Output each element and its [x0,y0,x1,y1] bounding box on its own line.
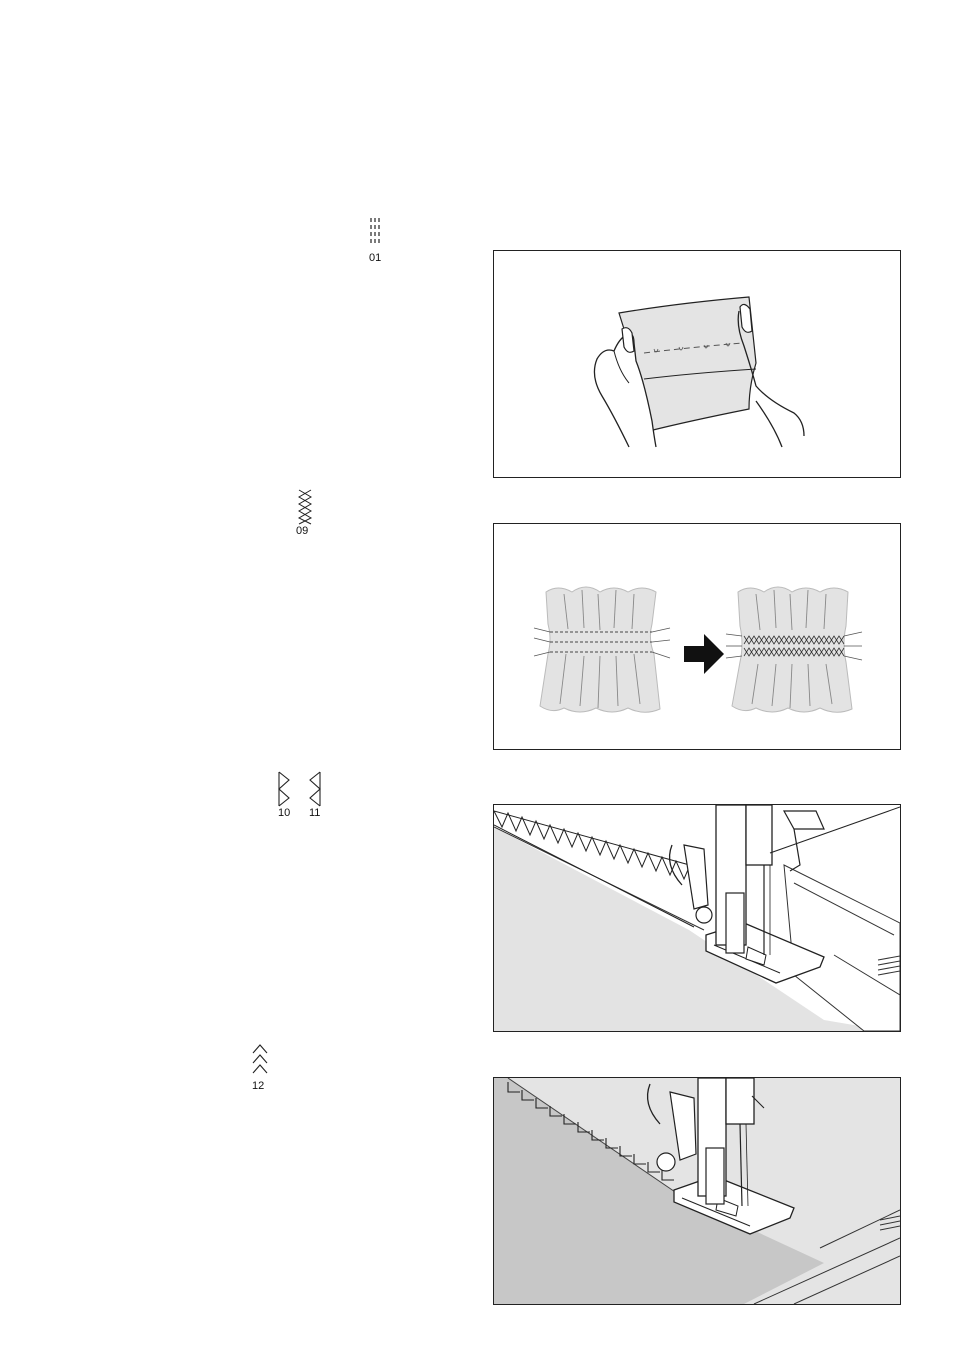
stitch-number-01: 01 [369,252,382,264]
stitch-number-11: 11 [309,807,321,819]
figure-hands-stretching-fabric [493,250,901,478]
figure-smocking-before-after [493,523,901,750]
stitch-number-10: 10 [278,807,291,819]
overcast-left-stitch-icon [308,771,322,807]
figure-blanket-stitch-presser-foot [493,1077,901,1305]
stitch-number-12: 12 [252,1080,265,1092]
arrow-right-icon [684,634,724,674]
stitch-number-09: 09 [296,525,309,537]
straight-triple-stitch-icon [368,217,382,251]
overcast-right-stitch-icon [277,771,291,807]
figure-overcast-presser-foot [493,804,901,1032]
smocking-cross-stitch-icon [297,489,313,525]
blind-chevron-stitch-icon [251,1043,269,1077]
